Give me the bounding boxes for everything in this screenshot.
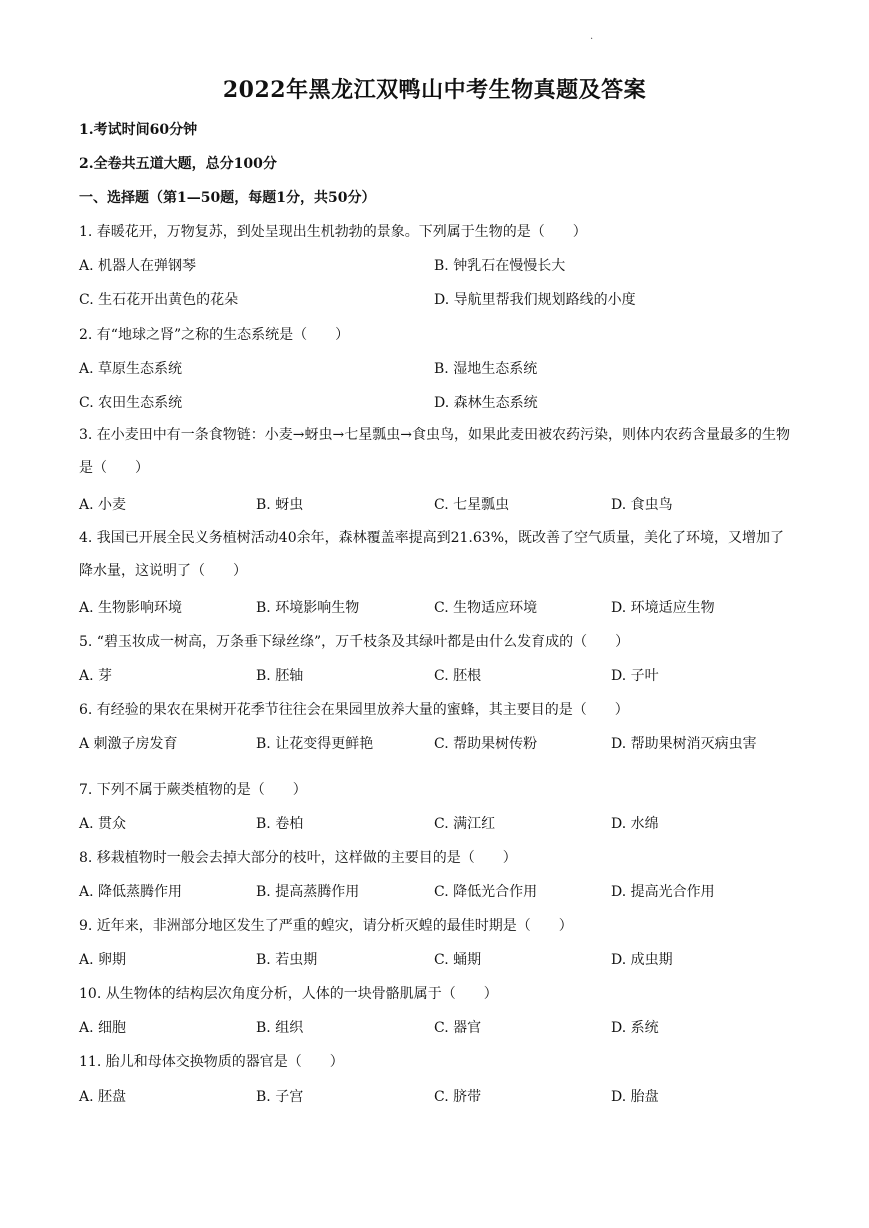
q5-option-b: B. 胚轴 [256, 668, 304, 684]
page-title: 2022年黑龙江双鸭山中考生物真题及答案 [222, 77, 647, 103]
question-stem-2: 2. 有“地球之肾”之称的生态系统是（ ） [79, 327, 350, 343]
q11-option-b: B. 子宫 [256, 1089, 304, 1105]
q2-option-b: B. 湿地生态系统 [434, 361, 538, 377]
exam-time-note: 1.考试时间60分钟 [79, 122, 198, 138]
q1-option-a: A. 机器人在弹钢琴 [79, 258, 197, 274]
q4-option-a: A. 生物影响环境 [79, 600, 183, 616]
question-stem-6: 6. 有经验的果农在果树开花季节往往会在果园里放养大量的蜜蜂，其主要目的是（ ） [79, 702, 629, 718]
q11-option-a: A. 胚盘 [79, 1089, 127, 1105]
header-dot: . [590, 31, 594, 42]
q5-option-d: D. 子叶 [611, 668, 659, 684]
question-stem-10: 10. 从生物体的结构层次角度分析，人体的一块骨骼肌属于（ ） [79, 986, 498, 1002]
q6-option-b: B. 让花变得更鲜艳 [256, 736, 374, 752]
question-stem-7: 7. 下列不属于蕨类植物的是（ ） [79, 782, 307, 798]
q6-option-c: C. 帮助果树传粉 [434, 736, 538, 752]
q2-option-d: D. 森林生态系统 [434, 395, 538, 411]
q8-option-d: D. 提高光合作用 [611, 884, 715, 900]
q9-option-b: B. 若虫期 [256, 952, 318, 968]
q8-option-c: C. 降低光合作用 [434, 884, 538, 900]
q4-option-c: C. 生物适应环境 [434, 600, 538, 616]
q4-option-b: B. 环境影响生物 [256, 600, 360, 616]
q9-option-d: D. 成虫期 [611, 952, 673, 968]
q1-option-c: C. 生石花开出黄色的花朵 [79, 292, 239, 308]
q10-option-d: D. 系统 [611, 1020, 659, 1036]
q11-option-c: C. 脐带 [434, 1089, 482, 1105]
q8-option-b: B. 提高蒸腾作用 [256, 884, 360, 900]
q1-option-b: B. 钟乳石在慢慢长大 [434, 258, 566, 274]
question-stem-1: 1. 春暖花开，万物复苏，到处呈现出生机勃勃的景象。下列属于生物的是（ ） [79, 224, 587, 240]
question-stem-9: 9. 近年来，非洲部分地区发生了严重的蝗灾，请分析灭蝗的最佳时期是（ ） [79, 918, 573, 934]
q7-option-a: A. 贯众 [79, 816, 127, 832]
section-heading: 一、选择题（第1—50题，每题1分，共50分） [79, 190, 376, 206]
q11-option-d: D. 胎盘 [611, 1089, 659, 1105]
q3-option-a: A. 小麦 [79, 497, 127, 513]
q10-option-c: C. 器官 [434, 1020, 482, 1036]
q10-option-a: A. 细胞 [79, 1020, 127, 1036]
question-stem-4: 4. 我国已开展全民义务植树活动40余年，森林覆盖率提高到21.63%，既改善了空气质量，美化了环境，又增加了降水量，这说明了（ ） [79, 530, 785, 579]
q1-option-d: D. 导航里帮我们规划路线的小度 [434, 292, 636, 308]
question-stem-11: 11. 胎儿和母体交换物质的器官是（ ） [79, 1054, 344, 1070]
q3-option-d: D. 食虫鸟 [611, 497, 673, 513]
question-stem-8: 8. 移栽植物时一般会去掉大部分的枝叶，这样做的主要目的是（ ） [79, 850, 517, 866]
q5-option-a: A. 芽 [79, 668, 113, 684]
q9-option-a: A. 卵期 [79, 952, 127, 968]
question-stem-3: 3. 在小麦田中有一条食物链：小麦→蚜虫→七星瓢虫→食虫鸟，如果此麦田被农药污染，则体内农药含量最多的生物是（ ） [79, 427, 790, 476]
q6-option-d: D. 帮助果树消灭病虫害 [611, 736, 757, 752]
q7-option-d: D. 水绵 [611, 816, 659, 832]
q7-option-b: B. 卷柏 [256, 816, 304, 832]
question-stem-5: 5. “碧玉妆成一树高，万条垂下绿丝绦”，万千枝条及其绿叶都是由什么发育成的（ ） [79, 634, 630, 650]
q9-option-c: C. 蛹期 [434, 952, 482, 968]
q10-option-b: B. 组织 [256, 1020, 304, 1036]
q2-option-c: C. 农田生态系统 [79, 395, 183, 411]
q6-option-a: A 刺激子房发育 [79, 736, 178, 752]
q5-option-c: C. 胚根 [434, 668, 482, 684]
q3-option-c: C. 七星瓢虫 [434, 497, 510, 513]
q3-option-b: B. 蚜虫 [256, 497, 304, 513]
q4-option-d: D. 环境适应生物 [611, 600, 715, 616]
q2-option-a: A. 草原生态系统 [79, 361, 183, 377]
total-score-note: 2.全卷共五道大题，总分100分 [79, 156, 277, 172]
q8-option-a: A. 降低蒸腾作用 [79, 884, 183, 900]
q7-option-c: C. 满江红 [434, 816, 496, 832]
